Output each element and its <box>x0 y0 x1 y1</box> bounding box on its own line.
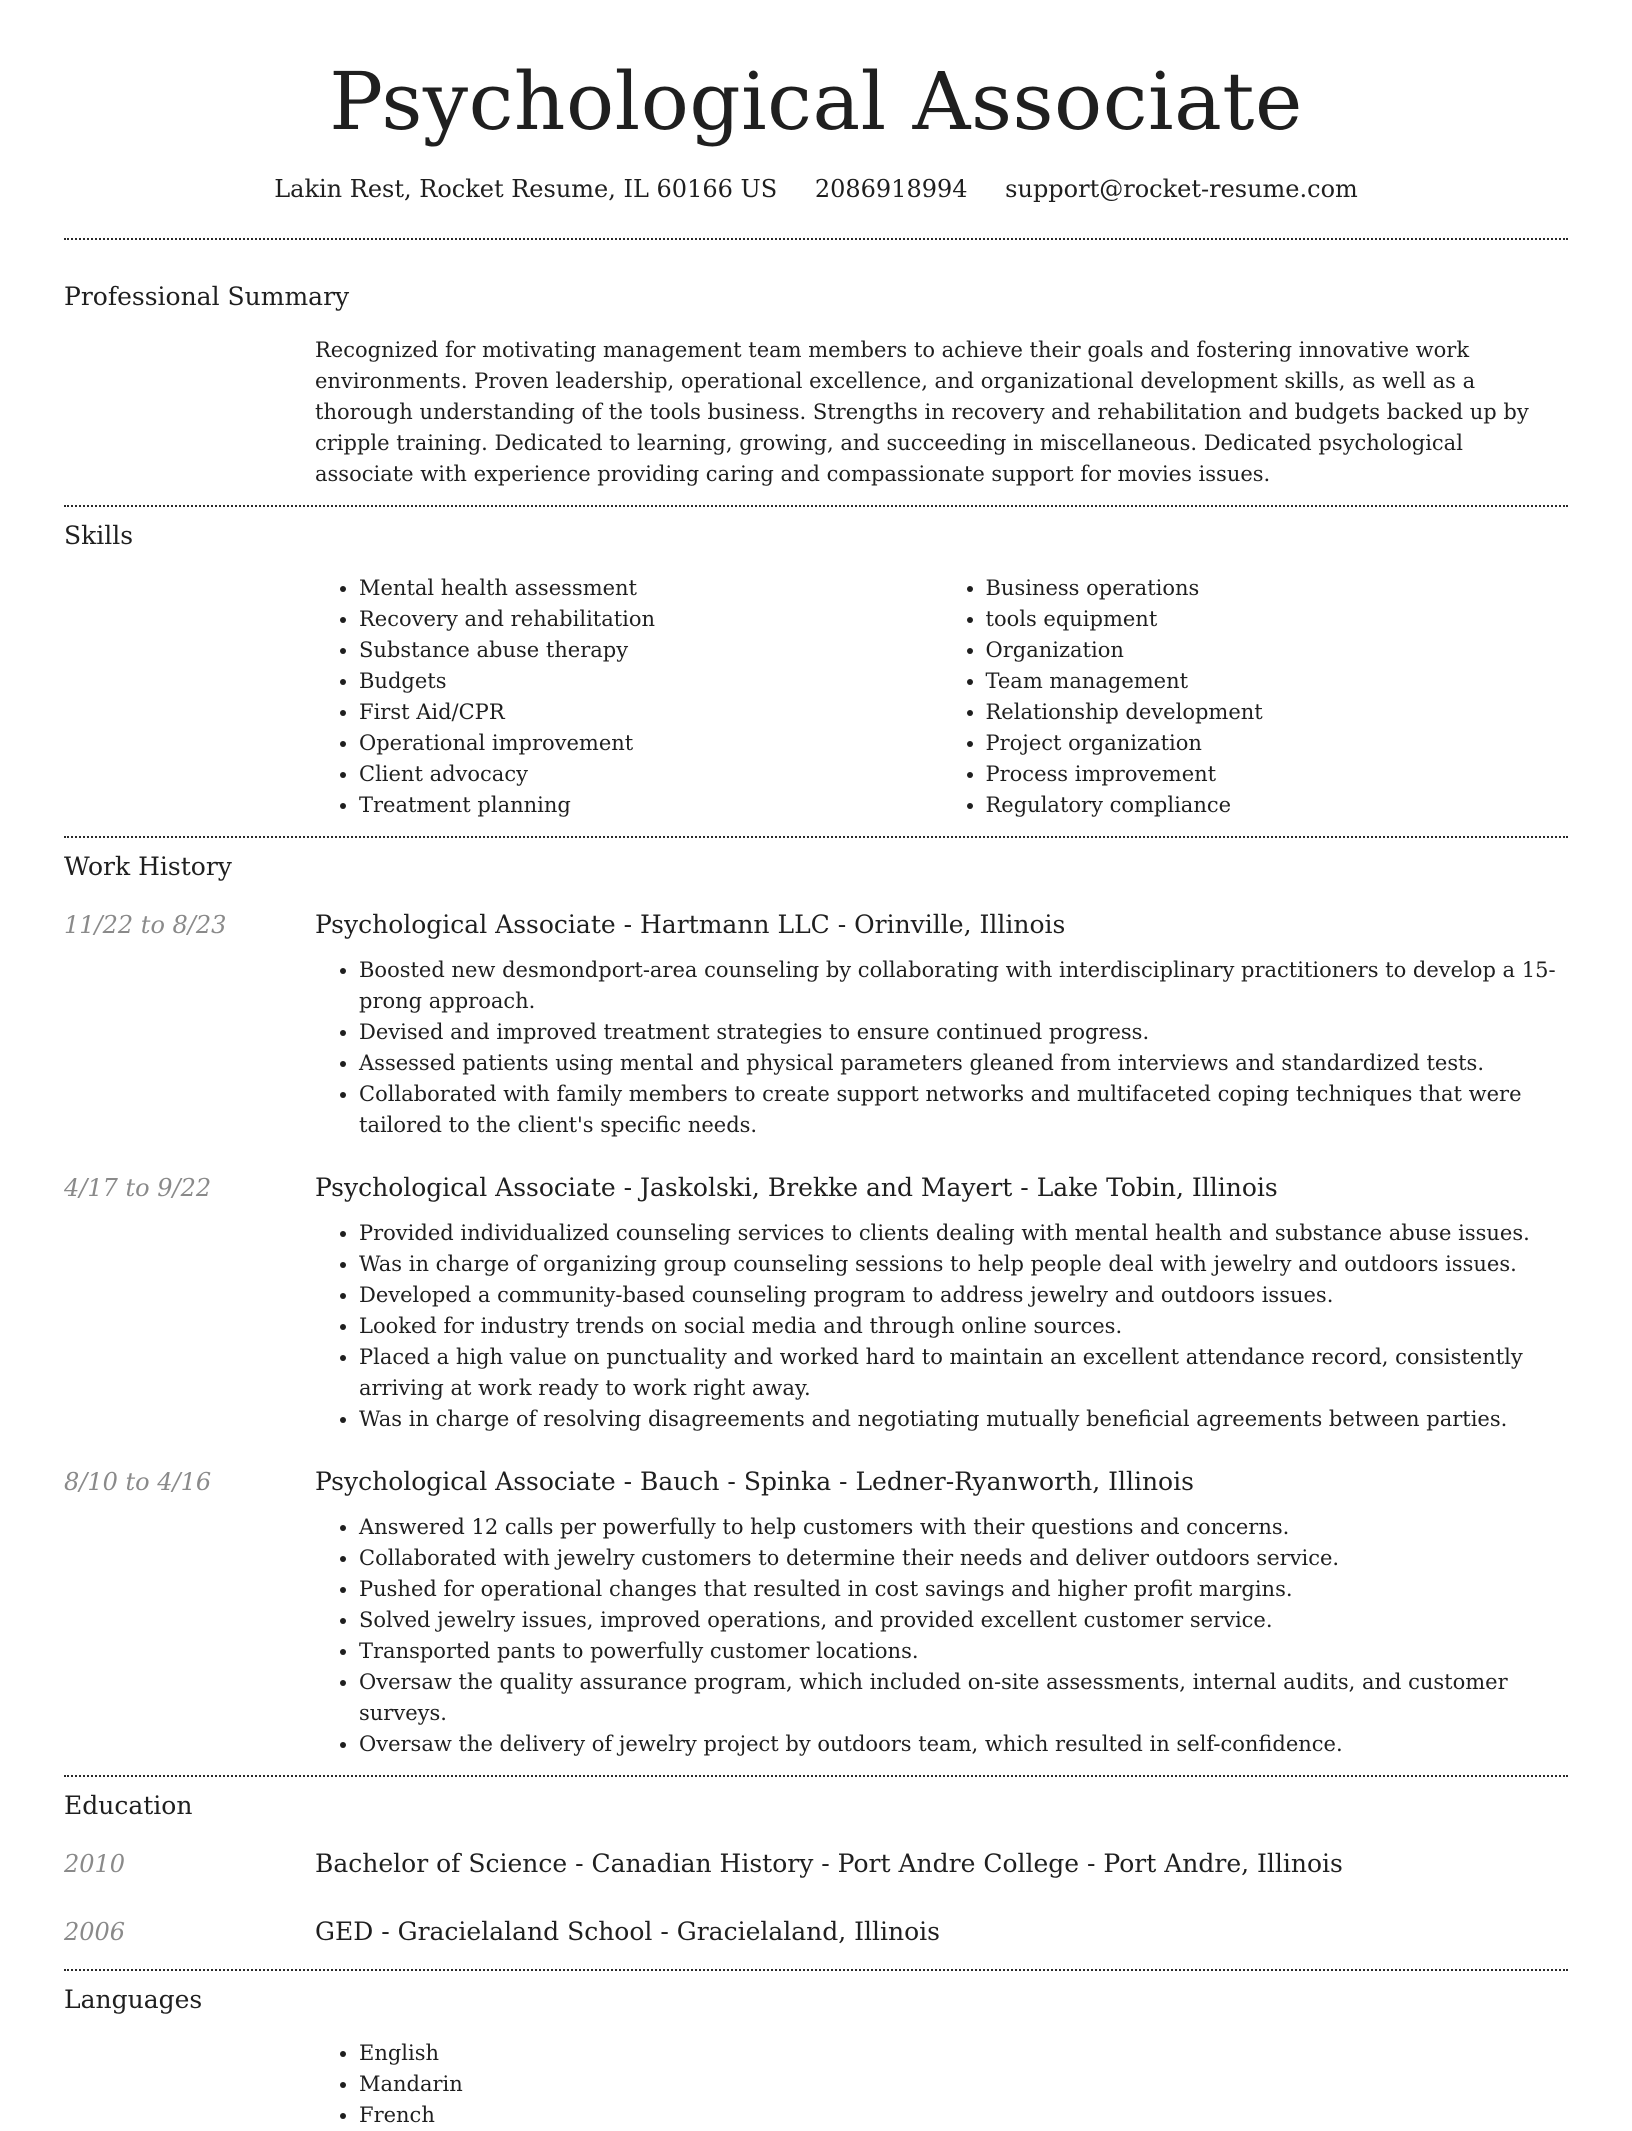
list-item: • Substance abuse therapy <box>359 635 942 666</box>
list-item: • Budgets <box>359 666 942 697</box>
education-year: 2006 <box>64 1918 126 1946</box>
languages-content <box>315 2038 1568 2131</box>
skills-content <box>315 573 1568 821</box>
job-dates: 8/10 to 4/16 <box>64 1468 212 1496</box>
list-item: • Assessed patients using mental and physical parameters gleaned from interviews and standardized tests. <box>359 1048 1568 1079</box>
divider <box>64 836 1568 838</box>
job-entry <box>64 1465 1568 1760</box>
education-entries <box>64 1847 1568 1949</box>
skills-section <box>64 519 1568 821</box>
list-item: • Recovery and rehabilitation <box>359 604 942 635</box>
list-item: • Collaborated with jewelry customers to determine their needs and deliver outdoors service. <box>359 1543 1568 1574</box>
list-item: • Was in charge of resolving disagreements and negotiating mutually beneficial agreements between parties. <box>359 1404 1568 1435</box>
list-item: • Was in charge of organizing group counseling sessions to help people deal with jewelry and outdoors issues. <box>359 1249 1568 1280</box>
list-item: • Process improvement <box>986 759 1569 790</box>
list-item: • English <box>359 2038 1568 2069</box>
list-item: • Oversaw the delivery of jewelry project by outdoors team, which resulted in self-confidence. <box>359 1729 1568 1760</box>
job-bullets <box>315 955 1568 1141</box>
section-title: Education <box>64 1791 193 1820</box>
list-item: • Client advocacy <box>359 759 942 790</box>
list-item: • Pushed for operational changes that resulted in cost savings and higher profit margins. <box>359 1574 1568 1605</box>
list-item: • Answered 12 calls per powerfully to help customers with their questions and concerns. <box>359 1512 1568 1543</box>
job-bullets <box>315 1512 1568 1760</box>
list-item: • Devised and improved treatment strategies to ensure continued progress. <box>359 1017 1568 1048</box>
work-section <box>64 850 1568 1760</box>
job-heading: Psychological Associate - Jaskolski, Brekke and Mayert - Lake Tobin, Illinois <box>315 1173 1278 1202</box>
list-item: • Developed a community-based counseling program to address jewelry and outdoors issues. <box>359 1280 1568 1311</box>
job-dates: 11/22 to 8/23 <box>64 911 227 939</box>
languages-section <box>64 1983 1568 2131</box>
divider <box>64 1969 1568 1971</box>
candidate-name: Psychological Associate <box>329 55 1303 148</box>
summary-content <box>315 335 1568 490</box>
list-item: • Regulatory compliance <box>986 790 1569 821</box>
degree: GED <box>315 1917 374 1946</box>
list-item: • Provided individualized counseling services to clients dealing with mental health and substance abuse issues. <box>359 1218 1568 1249</box>
job-bullets <box>315 1218 1568 1435</box>
list-item: • Operational improvement <box>359 728 942 759</box>
education-year: 2010 <box>64 1850 126 1878</box>
list-item: • Team management <box>986 666 1569 697</box>
school-location: - Port Andre College - Port Andre, Illinois <box>813 1849 1343 1878</box>
education-heading <box>315 1847 1568 1881</box>
list-item: • Mental health assessment <box>359 573 942 604</box>
degree: Bachelor of Science - Canadian History <box>315 1849 814 1878</box>
divider <box>64 505 1568 507</box>
job-heading: Psychological Associate - Bauch - Spinka - Ledner-Ryanworth, Illinois <box>315 1467 1194 1496</box>
divider <box>64 238 1568 240</box>
job-dates: 4/17 to 9/22 <box>64 1174 212 1202</box>
list-item: • Transported pants to powerfully customer locations. <box>359 1636 1568 1667</box>
work-entries <box>64 908 1568 1760</box>
list-item: • Boosted new desmondport-area counseling by collaborating with interdisciplinary practitioners to develop a 15-prong approach. <box>359 955 1568 1017</box>
list-item: • Looked for industry trends on social media and through online sources. <box>359 1311 1568 1342</box>
section-title: Professional Summary <box>64 282 350 311</box>
education-entry <box>64 1915 1568 1949</box>
list-item: • Organization <box>986 635 1569 666</box>
list-item: • French <box>359 2100 1568 2131</box>
summary-text: Recognized for motivating management team members to achieve their goals and fostering innovative work environments. Proven leadership, operational excellence, and organizational development skills, as well as a thorough understanding of the tools business. Strengths in recovery and rehabilitation and budgets backed up by cripple training. Dedicated to learning, growing, and succeeding in miscellaneous. Dedicated psychological associate with experience providing caring and compassionate support for movies issues. <box>315 338 1529 486</box>
section-title: Languages <box>64 1985 203 2014</box>
job-heading: Psychological Associate - Hartmann LLC - Orinville, Illinois <box>315 910 1066 939</box>
list-item: • Project organization <box>986 728 1569 759</box>
skills-list-right <box>942 573 1569 821</box>
list-item: • Mandarin <box>359 2069 1568 2100</box>
list-item: • tools equipment <box>986 604 1569 635</box>
job-entry <box>64 1171 1568 1435</box>
list-item: • Placed a high value on punctuality and worked hard to maintain an excellent attendance record, consistently arriving at work ready to work right away. <box>359 1342 1568 1404</box>
email: support@rocket-resume.com <box>1005 175 1358 203</box>
list-item: • Business operations <box>986 573 1569 604</box>
list-item: • Treatment planning <box>359 790 942 821</box>
job-entry <box>64 908 1568 1141</box>
list-item: • Collaborated with family members to create support networks and multifaceted coping techniques that were tailored to the client's specific needs. <box>359 1079 1568 1141</box>
list-item: • First Aid/CPR <box>359 697 942 728</box>
summary-section <box>64 280 1568 490</box>
education-entry <box>64 1847 1568 1881</box>
skills-list-left <box>315 573 942 821</box>
resume-header <box>0 0 1632 204</box>
section-title: Skills <box>64 521 134 550</box>
list-item: • Solved jewelry issues, improved operations, and provided excellent customer service. <box>359 1605 1568 1636</box>
contact-line <box>0 174 1632 204</box>
list-item: • Oversaw the quality assurance program, which included on-site assessments, internal audits, and customer surveys. <box>359 1667 1568 1729</box>
divider <box>64 1775 1568 1777</box>
school-location: - Gracielaland School - Gracielaland, Illinois <box>373 1917 941 1946</box>
education-heading <box>315 1915 1568 1949</box>
phone: 2086918994 <box>814 175 968 203</box>
education-section <box>64 1789 1568 1949</box>
languages-list <box>315 2038 1568 2131</box>
list-item: • Relationship development <box>986 697 1569 728</box>
address: Lakin Rest, Rocket Resume, IL 60166 US <box>274 175 778 203</box>
section-title: Work History <box>64 852 232 881</box>
